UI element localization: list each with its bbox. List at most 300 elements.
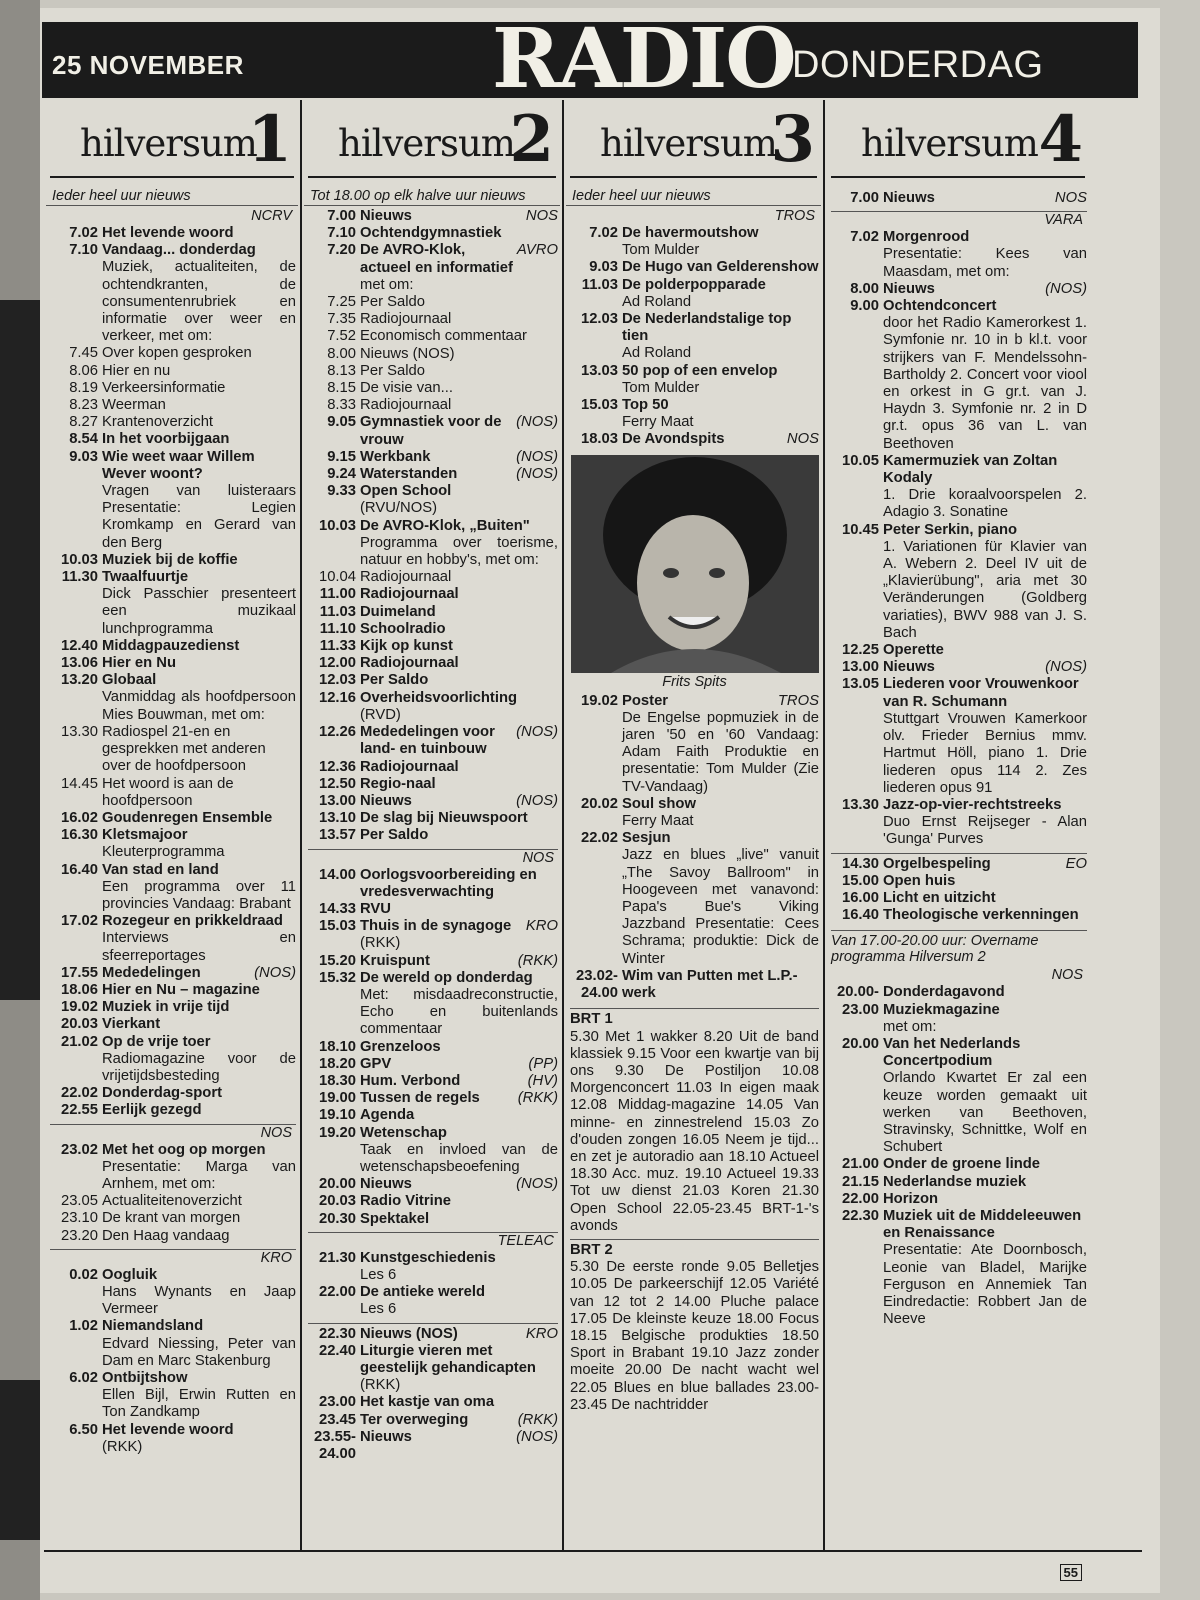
program-entry	[308, 827, 558, 844]
program-title-text: Top 50	[622, 397, 669, 414]
program-entry	[308, 483, 558, 517]
program-time: 18.30	[318, 1072, 356, 1089]
program-title	[360, 1412, 558, 1429]
program-description: Tom Mulder	[622, 379, 700, 396]
program-title	[360, 690, 558, 707]
program-entry	[50, 810, 296, 827]
program-entry	[50, 431, 296, 448]
program-time: 7.00	[327, 208, 356, 224]
program-broadcaster: (NOS)	[1045, 280, 1087, 297]
program-time: 7.00	[850, 190, 879, 206]
program-time: 20.30	[318, 1210, 356, 1227]
program-description: (RKK)	[102, 1438, 143, 1455]
program-time: 22.00	[841, 1190, 879, 1207]
program-title-text: RVU	[360, 900, 391, 917]
program-title	[102, 638, 296, 655]
brt-section	[564, 1002, 823, 1414]
program-title	[102, 655, 296, 672]
program-title-text: Nieuws	[360, 1176, 412, 1193]
adjacent-page-strip	[0, 0, 40, 1600]
program-title	[883, 797, 1087, 814]
program-time: 8.06	[69, 362, 98, 379]
brt2-block	[570, 1242, 819, 1414]
program-title-text: Duimeland	[360, 603, 436, 620]
program-title	[360, 466, 558, 483]
program-title-text: Weerman	[102, 397, 166, 414]
program-entry	[831, 281, 1087, 298]
program-description: Orlando Kwartet Er zal een keuze worden gemaakt uit werken van Beethoven, Stravinsky, Schnittke, Wolf en Schubert	[883, 1070, 1087, 1156]
program-title-text: Verkeersinformatie	[102, 379, 226, 396]
program-entry	[308, 380, 558, 397]
program-time: 16.00	[841, 889, 879, 906]
program-time: 7.25	[327, 294, 356, 311]
program-title-text: Actualiteitenoverzicht	[102, 1193, 242, 1210]
program-title-text: Globaal	[102, 672, 157, 689]
program-time: 21.00	[841, 1156, 879, 1173]
program-title	[360, 346, 558, 363]
program-time: 17.55	[60, 964, 98, 981]
program-time: 15.03	[318, 918, 356, 935]
broadcaster-label: NCRV	[251, 208, 292, 224]
program-title-text: De wereld op donderdag	[360, 969, 533, 986]
program-time: 6.50	[69, 1421, 98, 1438]
program-broadcaster: (RKK)	[517, 1090, 558, 1107]
program-title-text: Het woord is aan de hoofdpersoon	[102, 775, 234, 809]
program-title-text: Sesjun	[622, 830, 671, 847]
program-title	[102, 431, 296, 448]
program-entry	[308, 1343, 558, 1395]
program-title	[883, 1208, 1087, 1242]
program-time: 19.00	[318, 1090, 356, 1107]
program-title-text: Soul show	[622, 795, 696, 812]
program-broadcaster: (PP)	[528, 1055, 558, 1072]
program-broadcaster: KRO	[525, 918, 558, 935]
program-entry	[50, 242, 296, 345]
program-time: 1.02	[69, 1318, 98, 1335]
program-title-text: Radiojournaal	[360, 397, 452, 414]
program-title-text: Hier en Nu – magazine	[102, 981, 260, 998]
program-entry	[50, 827, 296, 861]
program-broadcaster: (NOS)	[1045, 659, 1087, 676]
program-entry	[308, 810, 558, 827]
program-time: 20.00	[841, 1035, 879, 1052]
program-title	[883, 873, 1087, 890]
program-entry	[308, 672, 558, 689]
program-entry	[308, 1073, 558, 1090]
program-time: 12.03	[580, 311, 618, 328]
program-description: Presentatie: Kees van Maasdam, met om:	[883, 246, 1087, 280]
program-description: Met: misdaadreconstructie, Echo en buitenlands commentaar	[360, 986, 558, 1038]
program-title-text: Krantenoverzicht	[102, 414, 214, 431]
program-description: Stuttgart Vrouwen Kamerkoor olv. Frieder Bernius mmv. Hartmut Höll, piano 1. Drie liederen opus 114 2. Zes liederen opus 91	[883, 710, 1087, 796]
column-hilversum-3	[564, 100, 825, 1550]
program-description: Een programma over 11 provincies Vandaag: Brabant	[102, 878, 296, 912]
station-name: hilversum	[338, 122, 515, 165]
program-title	[102, 1085, 296, 1102]
program-description: (RVU/NOS)	[360, 500, 438, 517]
program-description: Vanmiddag als hoofdpersoon Mies Bouwman, met om:	[102, 689, 296, 723]
program-title-text: Liederen voor Vrouwenkoor van R. Schumann	[883, 676, 1079, 710]
program-time: 22.55	[60, 1102, 98, 1119]
program-title-text: Per Saldo	[360, 672, 429, 689]
program-entry	[831, 856, 1087, 873]
program-time: 19.10	[318, 1107, 356, 1124]
program-time: 8.54	[69, 431, 98, 448]
program-title-text: De AVRO-Klok, actueel en informatief	[360, 242, 513, 276]
program-time: 8.15	[327, 380, 356, 397]
broadcaster-label: KRO	[50, 1249, 296, 1267]
program-title	[360, 518, 558, 535]
program-entry	[308, 1107, 558, 1124]
program-title-text: Open huis	[883, 872, 956, 889]
program-title-text: In het voorbijgaan	[102, 431, 230, 448]
program-title-text: Schoolradio	[360, 620, 446, 637]
program-title-text: Ochtendgymnastiek	[360, 225, 502, 242]
program-time: 12.03	[318, 672, 356, 689]
program-title	[360, 953, 558, 970]
program-title	[883, 856, 1087, 873]
program-title-text: Radiojournaal	[360, 655, 459, 672]
program-description: Interviews en sfeerreportages	[102, 930, 296, 964]
program-description: Programma over toerisme, natuur en hobby's, met om:	[360, 534, 558, 569]
program-time: 23.00	[318, 1394, 356, 1411]
program-entry	[50, 1034, 296, 1086]
program-description: Kleuterprogramma	[102, 844, 225, 861]
program-broadcaster: AVRO	[516, 242, 558, 259]
program-title-text: Met het oog op morgen	[102, 1141, 266, 1158]
program-title	[360, 363, 558, 380]
program-title-text: Spektakel	[360, 1210, 430, 1227]
program-time: 19.20	[318, 1124, 356, 1141]
program-entry	[308, 363, 558, 380]
program-time: 9.00	[850, 298, 879, 315]
program-title	[622, 311, 819, 345]
program-list	[564, 691, 823, 1003]
program-entry	[308, 208, 558, 225]
program-description: (RKK)	[360, 1377, 401, 1394]
program-title	[883, 890, 1087, 907]
program-entry	[50, 1267, 296, 1319]
program-entry	[50, 552, 296, 569]
program-entry	[831, 1156, 1087, 1173]
program-entry	[308, 690, 558, 724]
station-heading	[831, 100, 1085, 178]
program-title-text: Werkbank	[360, 448, 431, 465]
program-broadcaster: (NOS)	[516, 792, 558, 809]
program-title	[102, 965, 296, 982]
program-entry	[308, 328, 558, 345]
program-title-text: Gymnastiek voor de vrouw	[360, 414, 502, 448]
program-list	[564, 206, 823, 449]
header-day: DONDERDAG	[792, 44, 1044, 86]
station-name: hilversum	[861, 122, 1038, 165]
program-entry	[831, 1191, 1087, 1208]
program-list	[825, 965, 1091, 1328]
program-title	[102, 345, 296, 362]
program-entry	[308, 518, 558, 570]
program-entry	[308, 776, 558, 793]
program-time: 8.13	[327, 362, 356, 379]
program-time: 12.16	[318, 689, 356, 706]
program-title-text: Horizon	[883, 1190, 939, 1207]
program-time: 12.40	[60, 637, 98, 654]
program-title-text: Hier en nu	[102, 362, 171, 379]
program-title	[360, 1250, 558, 1267]
program-title	[360, 1176, 558, 1193]
brt1-block	[570, 1011, 819, 1235]
station-number: 2	[509, 102, 554, 177]
program-time: 23.05	[60, 1193, 98, 1210]
program-title	[360, 1193, 558, 1210]
program-title	[360, 569, 558, 586]
program-title	[360, 1343, 558, 1377]
program-time: 16.40	[60, 861, 98, 878]
program-time: 11.30	[61, 569, 98, 586]
program-title-text: De Hugo van Gelderenshow	[622, 259, 819, 276]
program-entry	[570, 397, 819, 431]
program-title	[883, 907, 1087, 924]
program-broadcaster: (NOS)	[254, 964, 296, 981]
program-title	[360, 1429, 558, 1463]
program-time: 23.02-24.00	[576, 967, 618, 1002]
program-title-text: Muziek bij de koffie	[102, 551, 238, 568]
program-title	[360, 638, 558, 655]
header-date: 25 NOVEMBER	[52, 50, 244, 80]
program-time: 7.10	[327, 225, 356, 242]
program-title-text: Overheidsvoorlichting	[360, 689, 518, 706]
program-time: 11.00	[319, 586, 356, 603]
program-title	[883, 676, 1087, 710]
program-time: 0.02	[69, 1266, 98, 1283]
program-entry	[50, 1228, 296, 1245]
program-title-text: Agenda	[360, 1107, 415, 1124]
program-title	[102, 1422, 296, 1439]
program-title	[102, 810, 296, 827]
program-title-text: Kletsmajoor	[102, 827, 188, 844]
program-time: 8.00	[850, 280, 879, 297]
program-time: 11.03	[319, 603, 356, 620]
program-entry	[50, 1016, 296, 1033]
program-broadcaster: NOS	[786, 431, 819, 448]
program-entry	[308, 242, 558, 294]
program-entry	[50, 999, 296, 1016]
program-title-text: Tussen de regels	[360, 1090, 480, 1107]
program-title-text: Thuis in de synagoge	[360, 918, 512, 935]
program-title-text: Hier en Nu	[102, 655, 176, 672]
program-entry	[50, 225, 296, 242]
program-title	[360, 1211, 558, 1228]
photo-block	[564, 449, 823, 691]
program-title	[360, 397, 558, 414]
program-entry	[308, 414, 558, 448]
program-title-text: Radiojournaal	[360, 569, 452, 586]
program-time: 7.02	[850, 229, 879, 246]
program-time: 15.00	[841, 872, 879, 889]
program-time: 20.00	[318, 1176, 356, 1193]
program-entry	[831, 1036, 1087, 1156]
program-entry	[308, 1412, 558, 1429]
program-entry	[570, 968, 819, 1002]
program-title	[883, 1036, 1087, 1070]
program-title	[360, 1073, 558, 1090]
program-title	[102, 1102, 296, 1119]
program-description: met om:	[360, 276, 414, 293]
program-entry	[308, 655, 558, 672]
program-entry	[308, 1250, 558, 1284]
program-title-text: Kijk op kunst	[360, 638, 453, 655]
program-time: 19.02	[580, 692, 618, 709]
broadcaster-label: VARA	[831, 211, 1087, 229]
program-title-text: De polderpopparade	[622, 276, 766, 293]
program-time: 9.03	[589, 259, 618, 276]
program-time: 13.00	[318, 792, 356, 809]
program-title	[360, 225, 558, 242]
program-entry	[308, 294, 558, 311]
program-entry	[308, 1090, 558, 1107]
program-title	[883, 659, 1087, 676]
program-title-text: Ter overweging	[360, 1411, 469, 1428]
program-entry	[570, 830, 819, 968]
page-header	[42, 11, 1138, 107]
program-entry	[831, 190, 1087, 207]
program-description: Ellen Bijl, Erwin Rutten en Ton Zandkamp	[102, 1387, 296, 1421]
photo-caption: Frits Spits	[662, 673, 727, 690]
presenter-photo	[571, 455, 819, 673]
program-list	[825, 178, 1091, 924]
program-description: Ferry Maat	[622, 813, 694, 830]
program-entry	[831, 984, 1087, 1036]
program-time: 11.03	[581, 276, 618, 293]
program-time: 12.00	[318, 655, 356, 672]
program-entry	[50, 1085, 296, 1102]
program-time: 7.45	[69, 345, 98, 362]
program-time: 23.45	[318, 1411, 356, 1428]
program-time: 14.33	[318, 900, 356, 917]
program-entry	[308, 1211, 558, 1228]
program-entry	[308, 1176, 558, 1193]
station-number: 4	[1038, 102, 1083, 177]
program-title-text: Open School	[360, 483, 452, 500]
program-title-text: Middagpauzedienst	[102, 637, 240, 654]
program-entry	[308, 1326, 558, 1343]
program-title	[102, 1210, 296, 1227]
program-title-text: Kamermuziek van Zoltan Kodaly	[883, 452, 1058, 487]
program-title-text: Eerlijk gezegd	[102, 1102, 202, 1119]
program-title	[360, 867, 558, 901]
program-title-text: Donderdagavond Muziekmagazine	[883, 984, 1005, 1018]
program-entry	[308, 346, 558, 363]
program-entry	[570, 693, 819, 796]
program-title	[102, 397, 296, 414]
program-title-text: Peter Serkin, piano	[883, 521, 1018, 538]
program-title	[102, 1193, 296, 1210]
brt2-text: 5.30 De eerste ronde 9.05 Belletjes 10.05 De parkeerschijf 12.05 Variété van 12 tot 2 14.00 Pluche palace 17.05 De kleinste keuze 18.00 Focus 18.15 Belgische produkties 18.50 Sport in Brabant 19.10 Jazz zonder moeite 20.00 De nacht wacht wel 22.05 Blues en blue ballades 23.00-23.45 De nachtridder	[570, 1259, 819, 1413]
program-entry	[308, 901, 558, 918]
program-list	[44, 206, 300, 1456]
program-title-text: De slag bij Nieuwspoort	[360, 810, 528, 827]
program-title-text: Grenzeloos	[360, 1038, 441, 1055]
program-title-text: Vandaag... donderdag	[102, 242, 256, 259]
program-title	[360, 672, 558, 689]
program-title	[883, 1191, 1087, 1208]
program-title	[102, 414, 296, 431]
program-title	[102, 1228, 296, 1245]
program-description: Ad Roland	[622, 293, 692, 310]
program-time: 20.03	[318, 1193, 356, 1210]
program-entry	[308, 970, 558, 1039]
program-time: 22.02	[60, 1085, 98, 1102]
program-description: Vragen van luisteraars Presentatie: Legien Kromkamp en Gerard van den Berg	[102, 483, 296, 551]
program-description: Edvard Niessing, Peter van Dam en Marc Stakenburg	[102, 1335, 296, 1369]
program-title-text: Kruispunt	[360, 952, 430, 969]
program-entry	[308, 759, 558, 776]
program-entry	[50, 449, 296, 552]
program-title	[360, 655, 558, 672]
broadcaster-label: NOS	[308, 849, 558, 867]
program-title	[622, 796, 819, 813]
page-number: 55	[1060, 1564, 1082, 1581]
program-title	[102, 363, 296, 380]
program-title	[102, 1267, 296, 1284]
program-title	[622, 830, 819, 847]
program-title-text: Nieuws	[883, 659, 935, 676]
program-title-text: Radiojournaal	[360, 758, 459, 775]
program-title	[622, 968, 819, 1002]
program-entry	[308, 1056, 558, 1073]
program-entry	[50, 913, 296, 965]
program-time: 16.40	[841, 907, 879, 924]
column-hilversum-1	[44, 100, 302, 1550]
program-time: 18.10	[318, 1038, 356, 1055]
column-hilversum-4	[825, 100, 1091, 1550]
program-entry	[831, 797, 1087, 849]
program-title	[622, 225, 819, 242]
program-time: 13.30	[841, 796, 879, 813]
program-title	[102, 999, 296, 1016]
program-time: 11.10	[319, 620, 356, 637]
program-time: 12.25	[841, 642, 879, 659]
program-title-text: Donderdag-sport	[102, 1085, 223, 1102]
program-time: 22.00	[318, 1284, 356, 1301]
program-title-text: Jazz-op-vier-rechtstreeks	[883, 796, 1062, 813]
program-entry	[570, 796, 819, 830]
program-entry	[831, 1174, 1087, 1191]
program-title-text: Nieuws	[883, 280, 935, 297]
program-description: met om:	[883, 1018, 937, 1035]
program-time: 7.20	[327, 242, 356, 259]
program-title	[102, 1016, 296, 1033]
program-title-text: Per Saldo	[360, 294, 425, 311]
program-time: 20.00-23.00	[837, 984, 879, 1018]
header-title: RADIO	[492, 11, 795, 107]
program-time: 21.15	[841, 1173, 879, 1190]
station-name: hilversum	[80, 122, 257, 165]
brt1-text: 5.30 Met 1 wakker 8.20 Uit de band klassiek 9.15 Voor een kwartje van bij ons 9.30 De Postiljon 10.08 Morgenconcert 11.03 In eigen maak 12.08 Middag-magazine 14.05 Van minne- en zinnestrelend 15.03 Zo d'ouden zongen 16.05 Neem je tijd... en zet je autoradio aan 18.10 Actueel 18.30 Acc. muz. 19.10 Actueel 19.33 Tot uw dienst 21.03 Koren 21.30 Open School 22.05-23.45 BRT-1-'s avonds	[570, 1028, 819, 1234]
program-title-text: Wim van Putten met L.P.-werk	[622, 967, 798, 1002]
program-entry	[308, 638, 558, 655]
program-title	[360, 1284, 558, 1301]
program-broadcaster: (NOS)	[516, 1176, 558, 1193]
program-entry	[570, 259, 819, 276]
program-time: 21.30	[318, 1249, 356, 1266]
program-entry	[831, 907, 1087, 924]
program-title-text: Den Haag vandaag	[102, 1227, 230, 1244]
program-entry	[308, 466, 558, 483]
program-title	[883, 642, 1087, 659]
program-title	[360, 901, 558, 918]
program-entry	[570, 225, 819, 259]
program-entry	[50, 414, 296, 431]
